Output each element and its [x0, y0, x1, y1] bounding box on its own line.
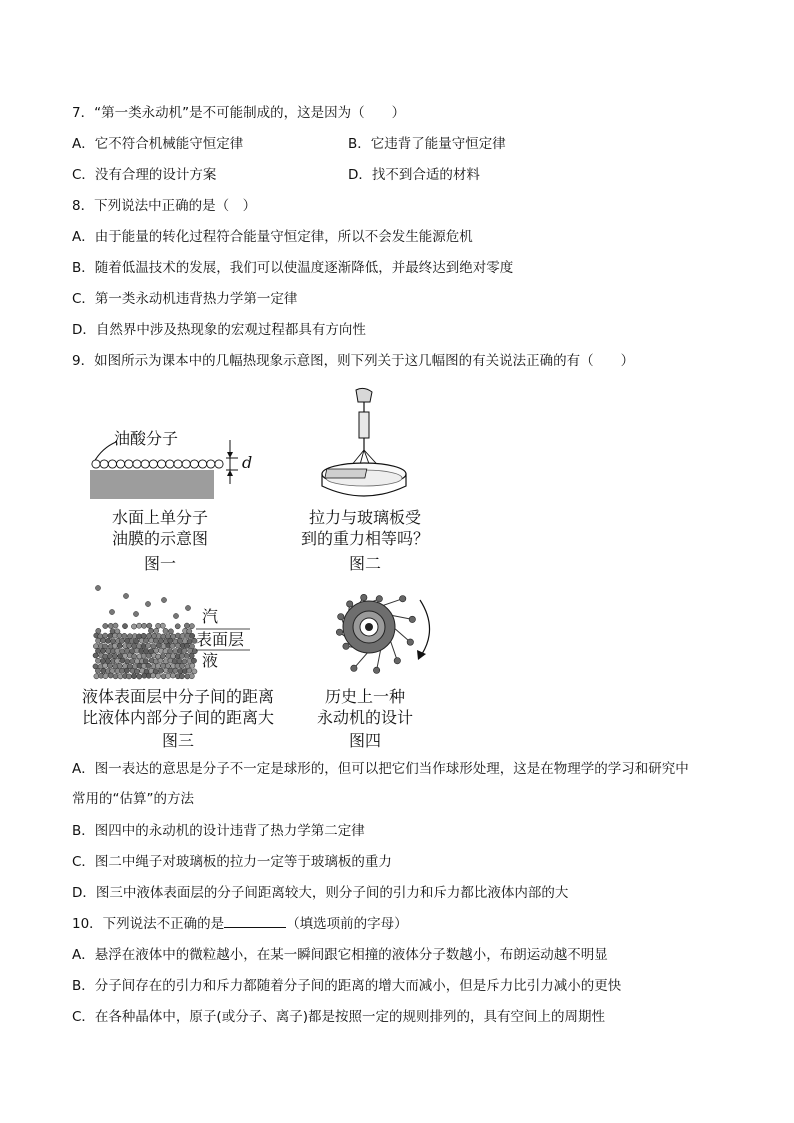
fig3-diagram — [92, 582, 202, 682]
liquid-molecule — [122, 653, 127, 658]
liquid-molecule — [191, 658, 196, 663]
wheel-ball — [394, 658, 400, 664]
fig3-caption-1: 液体表面层中分子间的距离 — [81, 687, 274, 706]
fig4-title: 图四 — [348, 731, 381, 750]
liquid-molecule — [189, 674, 194, 679]
molecule — [174, 460, 182, 468]
liquid-molecule — [103, 623, 108, 628]
liquid-molecule — [184, 623, 189, 628]
fig2-caption-2: 到的重力相等吗？ — [300, 529, 429, 548]
glass-plate — [325, 469, 367, 478]
liquid-molecule — [105, 638, 110, 643]
liquid-molecule — [177, 659, 182, 664]
liquid-molecule — [117, 663, 122, 668]
liquid-molecule — [120, 658, 125, 663]
liquid-molecule — [124, 668, 129, 673]
wheel-ball — [351, 665, 357, 671]
liquid-molecule — [108, 623, 113, 628]
liquid-molecule — [154, 648, 159, 653]
liquid-molecule — [134, 669, 139, 674]
liquid-molecule — [166, 653, 171, 658]
liquid-molecule — [151, 673, 156, 678]
molecule-row — [92, 460, 223, 468]
q9-stem: 9．如图所示为课本中的几幅热现象示意图，则下列关于这几幅图的有关说法正确的有（ ） — [72, 353, 635, 369]
liquid-molecule — [139, 648, 144, 653]
wheel-ball — [400, 596, 406, 602]
q10-stem-prefix: 10．下列说法不正确的是 — [72, 916, 225, 932]
wheel-ball — [407, 639, 413, 645]
q9-option-a-line1: A．图一表达的意思是分子不一定是球形的，但可以把它们当作球形处理，这是在物理学的学习和研究中 — [72, 761, 689, 777]
fig3-caption-2: 比液体内部分子间的距离大 — [81, 708, 274, 727]
liquid-molecule — [93, 653, 98, 658]
fig1-title: 图一 — [143, 554, 176, 573]
liquid-molecule — [160, 623, 165, 628]
liquid-molecule — [117, 643, 122, 648]
fig1-d-label: d — [242, 453, 253, 472]
liquid-molecule — [170, 643, 175, 648]
liquid-molecule — [155, 663, 160, 668]
vapor-molecule — [185, 605, 190, 610]
q10-option-a: A．悬浮在液体中的微粒越小，在某一瞬间跟它相撞的液体分子数越小，布朗运动越不明显 — [72, 947, 608, 963]
liquid-molecule — [113, 674, 118, 679]
liquid-molecule — [113, 623, 118, 628]
liquid-molecule — [189, 653, 194, 658]
liquid-molecule — [134, 639, 139, 644]
liquid-molecule — [141, 653, 146, 658]
spring-scale — [359, 412, 369, 438]
vapor-molecule — [109, 609, 114, 614]
liquid-molecule — [120, 668, 125, 673]
vapor-molecule — [123, 593, 128, 598]
liquid-molecule — [96, 638, 101, 643]
vapor-molecule — [145, 601, 150, 606]
liquid-molecule — [190, 633, 195, 638]
vapor-molecule — [161, 597, 166, 602]
liquid-molecule — [143, 659, 148, 664]
q8-option-c: C．第一类永动机违背热力学第一定律 — [72, 291, 298, 307]
liquid-molecule — [131, 674, 136, 679]
q7-option-b: B．它违背了能量守恒定律 — [348, 136, 506, 152]
molecule — [108, 460, 116, 468]
liquid-molecule — [117, 633, 122, 638]
q8-option-b: B．随着低温技术的发展，我们可以使温度逐渐降低，并最终达到绝对零度 — [72, 260, 514, 276]
wheel-ball — [373, 667, 379, 673]
liquid-molecule — [173, 668, 178, 673]
liquid-molecule — [141, 633, 146, 638]
label-leader-line — [94, 442, 116, 462]
q9-option-d: D．图三中液体表面层的分子间距离较大，则分子间的引力和斥力都比液体内部的大 — [72, 885, 569, 901]
liquid-molecule — [185, 633, 190, 638]
liquid-molecule — [148, 628, 153, 633]
liquid-molecule — [122, 624, 127, 629]
wheel-ball — [347, 601, 353, 607]
q8-stem: 8．下列说法中正确的是（ ） — [72, 198, 257, 214]
wheel-ball — [361, 594, 367, 600]
liquid-molecule — [163, 628, 168, 633]
liquid-molecule — [103, 674, 108, 679]
molecule — [215, 460, 223, 468]
fig3-liquid-label: 液 — [202, 651, 219, 670]
molecule — [141, 460, 149, 468]
liquid-molecule — [153, 638, 158, 643]
q10-stem — [72, 915, 408, 933]
wheel-ball — [409, 616, 415, 622]
arrow-clockwise-icon — [417, 650, 426, 660]
vapor-molecule — [95, 585, 100, 590]
molecule — [100, 460, 108, 468]
liquid-molecule — [95, 648, 100, 653]
liquid-molecule — [168, 668, 173, 673]
liquid-molecule — [146, 643, 151, 648]
liquid-molecule — [175, 624, 180, 629]
q7-option-d: D．找不到合适的材料 — [348, 167, 480, 183]
liquid-molecule — [158, 658, 163, 663]
liquid-molecule — [156, 643, 161, 648]
liquid-molecule — [158, 668, 163, 673]
fig3-surface-label: 表面层 — [196, 630, 245, 649]
liquid-molecule — [187, 639, 192, 644]
fig1-diagram — [80, 430, 340, 500]
liquid-molecule — [94, 674, 99, 679]
liquid-molecule — [95, 658, 100, 663]
liquid-molecule — [180, 663, 185, 668]
liquid-molecule — [115, 648, 120, 653]
liquid-molecule — [118, 674, 123, 679]
rotation-arrow — [420, 600, 430, 654]
fig3-vapor-label: 汽 — [202, 607, 219, 626]
liquid-molecule — [141, 643, 146, 648]
q10-option-b: B．分子间存在的引力和斥力都随着分子间的距离的增大而减小，但是斥力比引力减小的更快 — [72, 978, 622, 994]
liquid-molecule — [187, 668, 192, 673]
molecule — [117, 460, 125, 468]
liquid-molecule — [132, 643, 137, 648]
liquid-molecule — [146, 633, 151, 638]
arrow-down-icon — [227, 452, 233, 458]
q7-stem: 7．“第一类永动机”是不可能制成的，这是因为（ ） — [72, 105, 406, 121]
liquid-molecule — [112, 643, 117, 648]
liquid-molecule — [168, 629, 173, 634]
fig4-diagram — [314, 594, 444, 684]
liquid-molecule — [163, 649, 168, 654]
liquid-molecule — [179, 653, 184, 658]
molecule — [207, 460, 215, 468]
liquid-molecule — [120, 638, 125, 643]
q9-option-b: B．图四中的永动机的设计违背了热力学第二定律 — [72, 823, 365, 839]
liquid-molecule — [125, 659, 130, 664]
q7-option-a: A．它不符合机械能守恒定律 — [72, 136, 244, 152]
liquid-molecule — [161, 663, 166, 668]
liquid-molecule — [137, 674, 142, 679]
liquid-molecule — [144, 648, 149, 653]
liquid-molecule — [122, 633, 127, 638]
q7-option-c: C．没有合理的设计方案 — [72, 167, 217, 183]
liquid-molecule — [146, 653, 151, 658]
liquid-molecule — [179, 674, 184, 679]
wheel-ball — [343, 643, 349, 649]
water-surface — [90, 470, 214, 499]
q9-option-c: C．图二中绳子对玻璃板的拉力一定等于玻璃板的重力 — [72, 854, 392, 870]
fig1-caption-1: 水面上单分子 — [111, 508, 208, 527]
liquid-molecule — [107, 663, 112, 668]
q9-option-a-line2: 常用的“估算”的方法 — [72, 791, 194, 807]
liquid-molecule — [95, 668, 100, 673]
answer-blank[interactable] — [224, 915, 286, 928]
liquid-molecule — [137, 623, 142, 628]
liquid-molecule — [189, 624, 194, 629]
liquid-molecule — [170, 673, 175, 678]
liquid-molecule — [184, 643, 189, 648]
q8-option-d: D．自然界中涉及热现象的宏观过程都具有方向性 — [72, 322, 366, 338]
liquid-molecule — [125, 648, 130, 653]
liquid-molecule — [115, 658, 120, 663]
hand-icon — [356, 388, 372, 402]
liquid-molecule — [127, 674, 132, 679]
fig1-oleic-label: 油酸分子 — [114, 429, 179, 448]
liquid-molecule — [144, 638, 149, 643]
liquid-molecule — [101, 638, 106, 643]
vapor-molecule — [173, 613, 178, 618]
fig2-diagram — [312, 388, 422, 508]
liquid-molecule — [192, 669, 197, 674]
fig4-caption-1: 历史上一种 — [324, 687, 405, 706]
wheel-ball — [376, 596, 382, 602]
molecule — [166, 460, 174, 468]
vapor-molecule — [133, 611, 138, 616]
liquid-molecule — [103, 663, 108, 668]
liquid-molecules — [93, 585, 197, 679]
molecule — [182, 460, 190, 468]
liquid-molecule — [156, 623, 161, 628]
liquid-molecule — [154, 628, 159, 633]
wheel-ball — [338, 614, 344, 620]
fig3-title: 图三 — [161, 731, 194, 750]
liquid-molecule — [146, 663, 151, 668]
q8-option-a: A．由于能量的转化过程符合能量守恒定律，所以不会发生能源危机 — [72, 229, 473, 245]
liquid-molecule — [168, 638, 173, 643]
fig1-caption-2: 油膜的示意图 — [111, 529, 208, 548]
liquid-molecule — [107, 654, 112, 659]
fig2-title: 图二 — [348, 554, 381, 573]
molecule — [133, 460, 141, 468]
liquid-molecule — [106, 648, 111, 653]
molecule — [190, 460, 198, 468]
liquid-molecule — [190, 663, 195, 668]
fig2-caption-1: 拉力与玻璃板受 — [308, 508, 421, 527]
liquid-molecule — [166, 673, 171, 678]
liquid-molecule — [112, 653, 117, 658]
fig4-caption-2: 永动机的设计 — [316, 708, 413, 727]
molecule — [92, 460, 100, 468]
liquid-molecule — [127, 643, 132, 648]
liquid-molecule — [187, 629, 192, 634]
liquid-molecule — [188, 648, 193, 653]
liquid-molecule — [151, 633, 156, 638]
liquid-molecule — [131, 624, 136, 629]
liquid-molecule — [184, 653, 189, 658]
liquid-molecule — [177, 638, 182, 643]
q10-stem-suffix: （填选项前的字母） — [286, 916, 408, 932]
liquid-molecule — [182, 648, 187, 653]
liquid-molecule — [132, 654, 137, 659]
wheel-ball — [336, 629, 342, 635]
molecule — [125, 460, 133, 468]
molecule — [158, 460, 166, 468]
liquid-molecule — [103, 633, 108, 638]
liquid-molecule — [108, 673, 113, 678]
liquid-molecule — [156, 673, 161, 678]
liquid-molecule — [130, 659, 135, 664]
molecule — [199, 460, 207, 468]
q10-option-c: C．在各种晶体中，原子(或分子、离子)都是按照一定的规则排列的，具有空间上的周期性 — [72, 1009, 605, 1025]
arrow-up-icon — [227, 470, 233, 476]
liquid-molecule — [147, 623, 152, 628]
liquid-molecule — [142, 623, 147, 628]
liquid-molecule — [180, 633, 185, 638]
molecule — [149, 460, 157, 468]
